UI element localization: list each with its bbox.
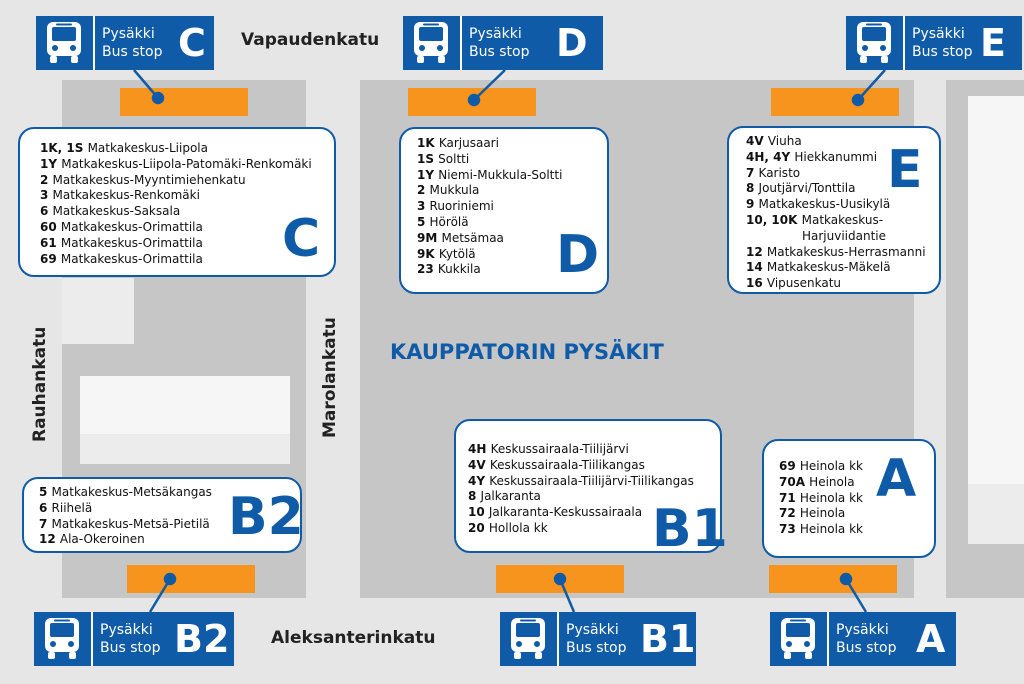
route-item [40,236,312,252]
routes-box-c [18,127,336,277]
route-destination: Ruoriniemi [429,199,494,214]
route-destination: Viuha [767,134,802,148]
route-destination: Matkakeskus-Liipola-Patomäki-Renkomäki [61,156,312,171]
stop-letter-large: A [876,449,917,509]
route-number: 4Y [468,473,490,488]
sign-letter: D [556,21,588,65]
route-item [746,260,926,276]
route-item [779,522,863,538]
route-item [40,220,312,236]
route-destination: Matkakeskus-Saksala [52,204,181,219]
sign-label-fi: Pysäkki [912,26,965,42]
route-destination: Harjuviidantie [802,228,887,243]
route-item [746,229,926,245]
route-number: 69 [779,459,800,473]
route-item [39,485,212,501]
route-number: 1Y [40,156,62,171]
route-destination: Riihelä [51,500,93,515]
stop-sign-b1 [500,612,696,666]
route-number: 14 [746,260,767,275]
route-destination: Matkakeskus-Orimattila [60,251,203,266]
route-number: 1K, 1S [40,141,88,155]
bus-icon [500,612,556,666]
route-item [417,247,562,263]
stop-letter-large: D [556,225,600,285]
route-destination: Matkakeskus-Uusikylä [758,197,891,212]
route-number: 5 [417,214,430,229]
sign-label-en: Bus stop [912,44,973,60]
route-destination: Karjusaari [438,136,499,150]
route-item [417,199,562,215]
route-number: 4V [468,457,490,472]
route-number: 9K [417,246,439,261]
route-number: 10, 10K [746,212,802,227]
sign-letter: A [916,617,946,661]
street-rauhankatu: Rauhankatu [30,326,50,442]
route-destination: Ala-Okeroinen [59,532,145,547]
route-list [40,141,312,267]
route-item [468,458,694,474]
route-number: 4V [746,134,768,148]
sign-letter: B2 [174,617,230,661]
route-item [40,173,312,189]
map-title: KAUPPATORIN PYSÄKIT [390,340,664,364]
route-destination: Niemi-Mukkula-Soltti [438,167,563,182]
route-item [417,231,562,247]
route-destination: Mukkula [429,183,480,198]
route-number: 1Y [417,167,439,182]
route-number: 9 [746,197,759,212]
route-number: 1K [417,136,439,150]
route-destination: Joutjärvi/Tonttila [758,181,856,196]
sign-label-fi: Pysäkki [102,26,155,42]
route-item [746,245,926,261]
route-number: 7 [39,516,52,531]
route-item [417,168,562,184]
route-destination: Matkakeskus-Metsäkangas [51,485,212,499]
route-destination: Keskussairaala-Tiilijärvi-Tiilikangas [489,473,694,488]
route-destination: Heinola [809,474,855,489]
street-vapaudenkatu: Vapaudenkatu [241,30,380,50]
route-destination: Matkakeskus-Metsä-Pietilä [51,516,210,531]
route-number: 6 [39,500,52,515]
route-number: 3 [417,199,430,214]
route-number: 2 [40,172,53,187]
route-number: 60 [40,219,61,234]
route-destination: Keskussairaala-Tiilikangas [489,457,645,472]
bus-icon [403,16,459,70]
route-item [40,204,312,220]
street-aleksanterinkatu: Aleksanterinkatu [271,628,436,648]
bus-icon [846,16,902,70]
route-number: 73 [779,522,800,537]
sign-label-en: Bus stop [469,44,530,60]
route-item [40,157,312,173]
route-destination: Matkakeskus-Orimattila [60,219,203,234]
route-destination: Hiekkanummi [794,149,878,164]
route-item [40,141,312,157]
route-destination: Heinola kk [799,490,863,505]
route-number: 23 [417,262,438,277]
route-destination: Jalkaranta [480,489,541,504]
stop-sign-a [770,612,956,666]
route-item [417,183,562,199]
stop-letter-large: B2 [228,487,304,547]
route-item [417,262,562,278]
stop-letter-large: C [282,209,321,269]
route-destination: Hollola kk [488,520,548,535]
sign-label-en: Bus stop [836,640,897,656]
route-destination: Heinola kk [799,459,863,473]
route-list [39,485,212,548]
route-item [39,501,212,517]
stop-sign-b2 [34,612,234,666]
route-destination: Heinola [799,506,846,521]
route-number: 16 [746,276,767,291]
sign-label-en: Bus stop [102,44,163,60]
route-number: 9M [417,230,442,245]
route-destination: Heinola kk [799,522,863,537]
route-number: 2 [417,183,430,198]
route-destination: Hörölä [429,214,469,229]
route-destination: Kytölä [438,246,476,261]
route-item [417,136,562,152]
route-destination: Metsämaa [441,230,504,245]
route-destination: Matkakeskus- [801,212,884,227]
route-item [40,252,312,268]
stop-sign-c [36,16,214,70]
route-item [746,213,926,229]
sign-label-en: Bus stop [100,640,161,656]
routes-box-d [399,127,609,294]
route-number: 69 [40,251,61,266]
stop-sign-e [846,16,1022,70]
route-item [39,517,212,533]
bus-icon [36,16,92,70]
route-number: 1S [417,151,439,166]
route-item [40,188,312,204]
route-number: 4H [468,442,491,456]
route-destination: Matkakeskus-Renkomäki [52,188,200,203]
route-destination: Karisto [758,165,801,180]
route-number: 72 [779,506,800,521]
sign-label-en: Bus stop [566,640,627,656]
route-item [417,215,562,231]
route-destination: Matkakeskus-Myyntimiehenkatu [52,172,246,187]
routes-box-b2 [22,477,302,553]
route-destination: Kukkila [437,262,481,277]
sign-label-fi: Pysäkki [469,26,522,42]
route-destination: Keskussairaala-Tiilijärvi [490,442,629,456]
route-number: 3 [40,188,53,203]
sign-letter: B1 [640,617,696,661]
route-destination: Matkakeskus-Mäkelä [766,260,891,275]
route-number: 12 [39,532,60,547]
stop-letter-large: B1 [652,499,728,559]
route-destination: Matkakeskus-Herrasmanni [766,244,926,259]
route-item [779,475,863,491]
route-list [417,136,562,278]
route-number: 10 [468,505,489,520]
stop-sign-d [403,16,603,70]
sign-letter: E [980,21,1006,65]
route-item [417,152,562,168]
street-marolankatu: Marolankatu [320,317,340,438]
route-number: 12 [746,244,767,259]
route-item [779,506,863,522]
route-destination: Vipusenkatu [766,276,842,291]
route-number: 70A [779,474,810,489]
route-item [779,491,863,507]
route-number: 20 [468,520,489,535]
route-number: 8 [746,181,759,196]
route-number: 4H, 4Y [746,149,795,164]
sign-label-fi: Pysäkki [836,622,889,638]
routes-box-a [762,439,936,558]
route-item [779,459,863,475]
sign-letter: C [178,21,206,65]
route-number: 71 [779,490,800,505]
routes-box-b1 [454,419,728,559]
route-item [39,532,212,548]
route-item [468,474,694,490]
bus-icon [34,612,90,666]
stop-letter-large: E [887,140,923,200]
route-destination: Matkakeskus-Orimattila [60,235,203,250]
route-number: 5 [39,485,52,499]
route-destination: Soltti [438,151,470,166]
route-number: 6 [40,204,53,219]
route-list [779,459,863,538]
bus-icon [770,612,826,666]
route-item [746,276,926,292]
route-item [468,442,694,458]
route-number: 8 [468,489,481,504]
routes-box-e [727,126,941,294]
sign-label-fi: Pysäkki [566,622,619,638]
route-number: 7 [746,165,759,180]
sign-label-fi: Pysäkki [100,622,153,638]
route-destination: Jalkaranta-Keskussairaala [488,505,643,520]
route-number: 61 [40,235,61,250]
route-destination: Matkakeskus-Liipola [87,141,208,155]
